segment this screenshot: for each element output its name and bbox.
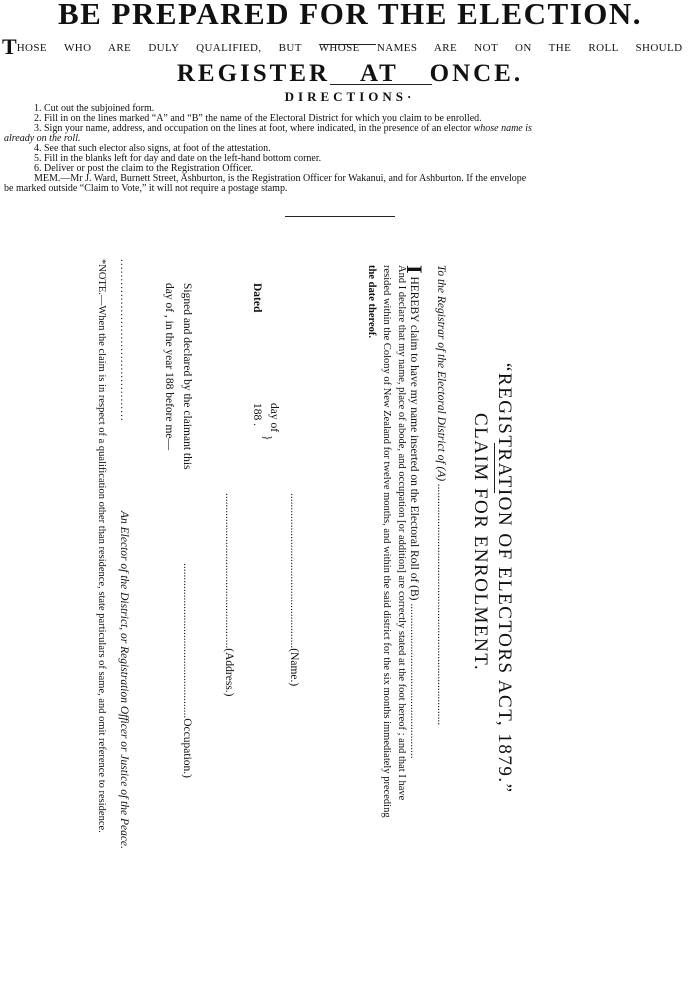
intro-dropcap: T xyxy=(2,34,17,59)
direction-item: 1. Cut out the subjoined form. xyxy=(34,103,155,114)
claim-line-1: I HEREBY claim to have my name inserted on the Electoral Roll of (B) ...................................................... xyxy=(402,265,427,759)
register-title: REGISTER AT ONCE. xyxy=(176,60,524,87)
intro-text xyxy=(2,34,698,60)
direction-item: be marked outside “Claim to Vote,” it will not require a postage stamp. xyxy=(4,183,288,194)
year-label: 188 . xyxy=(251,403,263,426)
directions-title: DIRECTIONS· xyxy=(284,89,416,104)
elector-text: An Elector of the District, or Registration Officer or Justice of the Peace. xyxy=(118,511,130,849)
intro-body: HOSE WHO ARE DULY QUALIFIED, BUT WHOSE NAMES ARE NOT ON THE ROLL SHOULD xyxy=(16,42,683,54)
to-registrar: To the Registrar of the Electoral District of (A) .................................................................................... xyxy=(435,265,447,726)
claim-form xyxy=(85,259,525,973)
day-of-label: day of xyxy=(268,403,280,433)
claim-title-rule xyxy=(494,443,495,493)
brace-symbol: } xyxy=(261,435,273,441)
signed-line-2: day of , in the year 188 before me— xyxy=(163,283,175,451)
signed-line-1: Signed and declared by the claimant this xyxy=(181,283,193,470)
claim-line-3: resided within the Colony of New Zealand for twelve months, and within the said district for the six months immediately preceding xyxy=(381,265,392,818)
claim-line-2: And I declare that my name, place of abode, and occupation [or addition] are correctly stated at the foot hereof ; and that I have xyxy=(396,265,407,801)
direction-item: 2. Fill in on the lines marked “A” and “B” the name of the Electoral District for which you claim to be enrolled. xyxy=(34,113,482,124)
dated-label: Dated xyxy=(251,283,263,313)
register-underline xyxy=(330,84,432,85)
direction-item: 6. Deliver or post the claim to the Registration Officer. xyxy=(34,163,253,174)
intro-rule xyxy=(320,44,376,45)
address-field[interactable]: ......................................................(Address.) xyxy=(223,493,235,697)
direction-item: 5. Fill in the blanks left for day and date on the left-hand bottom corner. xyxy=(34,153,322,164)
elector-dots[interactable]: .......................................... xyxy=(118,259,130,422)
direction-item: 3. Sign your name, address, and occupation on the lines at foot, where indicated, in the presence of an elector whose name is xyxy=(34,123,532,134)
headline: BE PREPARED FOR THE ELECTION. xyxy=(57,0,643,31)
claim-line-4: the date thereof. xyxy=(366,265,377,338)
direction-item: 4. See that such elector also signs, at foot of the attestation. xyxy=(34,143,271,154)
note-text: *NOTE.—When the claim is in respect of a qualification other than residence, state particulars of same, and omit reference to residence. xyxy=(96,259,107,833)
directions-list xyxy=(4,104,698,194)
direction-item: MEM.—Mr J. Ward, Burnett Street, Ashburton, is the Registration Officer for Wakanui, and for Ashburton. If the envelope xyxy=(34,173,527,184)
emphasis-text: already on the roll. xyxy=(4,133,81,144)
occupation-field[interactable]: ......................................................Occupation.) xyxy=(181,563,193,778)
section-divider xyxy=(285,216,395,217)
name-field[interactable]: ......................................................(Name.) xyxy=(288,493,300,687)
emphasis-text: whose name is xyxy=(473,123,532,134)
act-title: “REGISTRATION OF ELECTORS ACT, 1879.” xyxy=(494,363,515,794)
claim-title: CLAIM FOR ENROLMENT. xyxy=(470,413,491,672)
